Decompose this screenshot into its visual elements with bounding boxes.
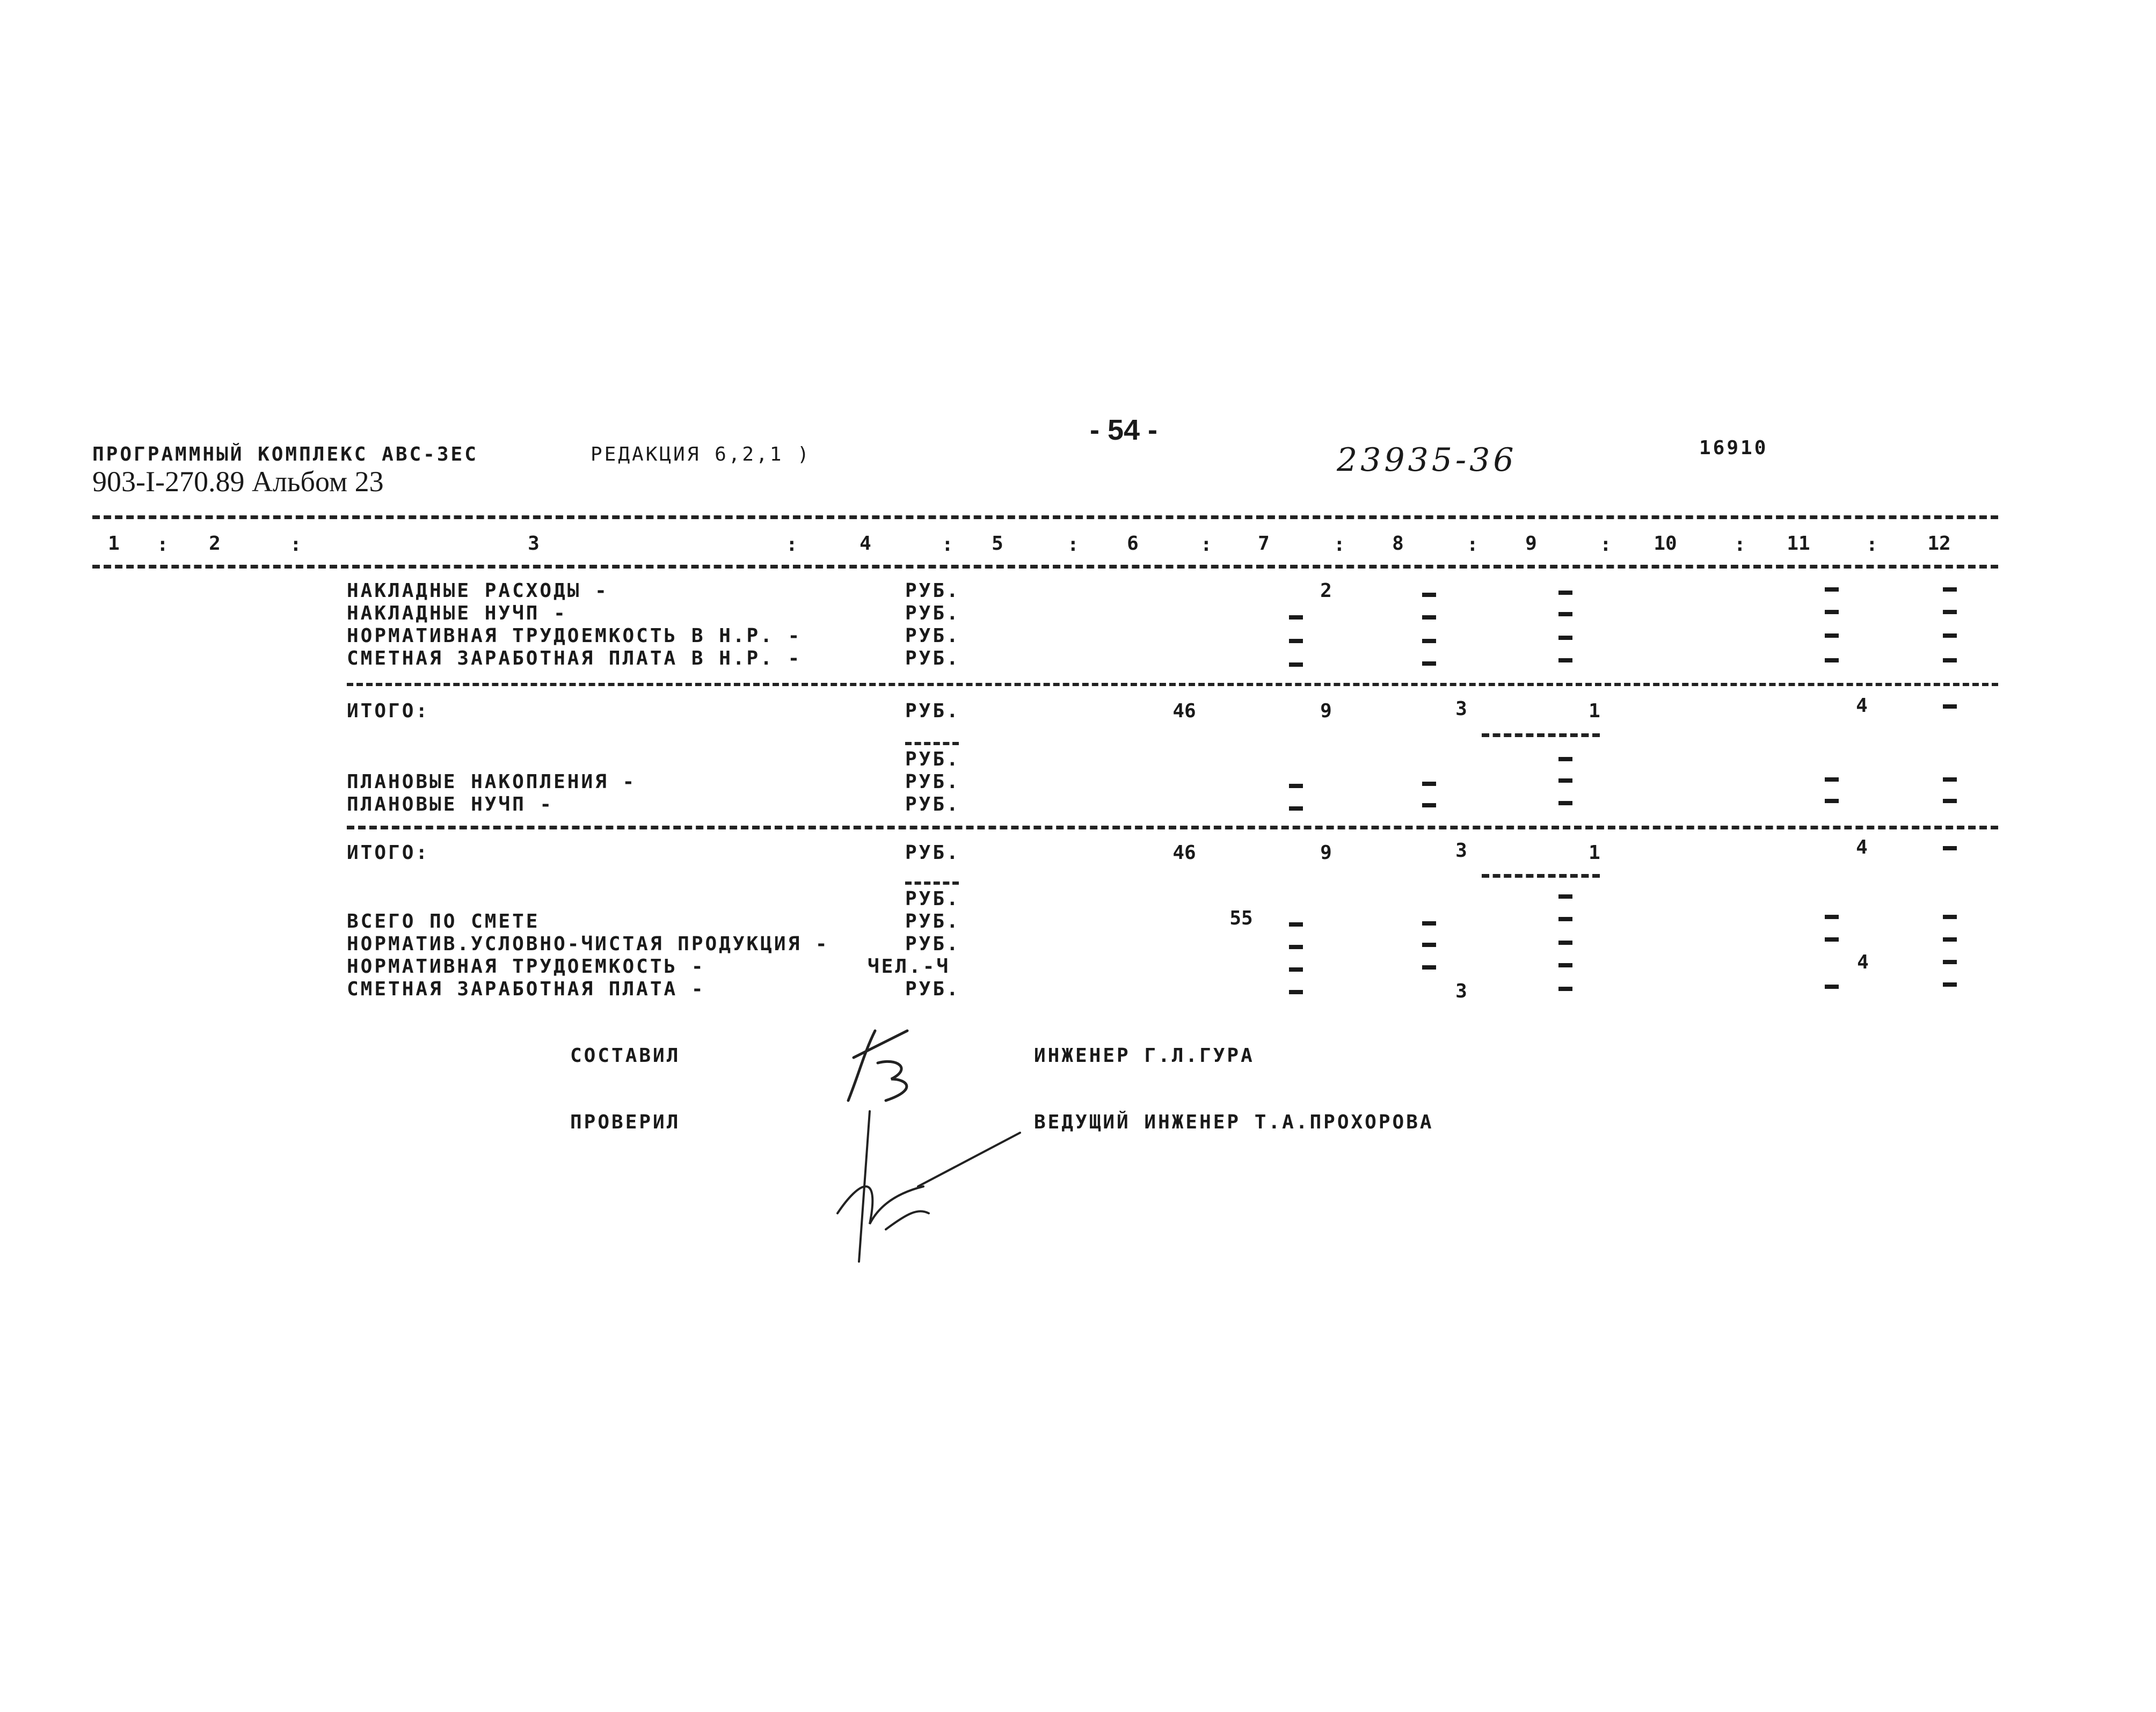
row-label: НАКЛАДНЫЕ РАСХОДЫ - (347, 580, 609, 602)
dash-mark (1289, 990, 1303, 994)
row-unit: РУБ. (905, 793, 960, 815)
dash-mark (1422, 965, 1436, 970)
dash-mark (1289, 806, 1303, 811)
checked-label: ПРОВЕРИЛ (570, 1111, 681, 1133)
column-number: 2 (209, 533, 221, 555)
row-unit: РУБ. (905, 580, 960, 602)
value-cell: 46 (1172, 842, 1196, 864)
dash-mark (1558, 801, 1572, 805)
unit-rule (905, 882, 959, 885)
signature-checked (827, 1106, 1031, 1267)
dash-mark (1943, 846, 1957, 850)
header-rule-top (92, 515, 1998, 519)
dash-mark (1422, 639, 1436, 643)
dash-mark (1289, 922, 1303, 927)
dash-mark (1825, 799, 1839, 803)
column-number: 4 (860, 533, 871, 555)
dash-mark (1943, 633, 1957, 638)
row-label: СМЕТНАЯ ЗАРАБОТНАЯ ПЛАТА - (347, 978, 705, 1000)
dash-mark (1943, 960, 1957, 964)
compiled-label: СОСТАВИЛ (570, 1045, 681, 1067)
dash-mark (1943, 799, 1957, 803)
column-number: 8 (1392, 533, 1404, 555)
dash-mark (1943, 915, 1957, 919)
dash-mark (1289, 662, 1303, 667)
value-cell: 1 (1589, 842, 1600, 864)
dash-mark (1289, 945, 1303, 949)
edition-label: РЕДАКЦИЯ 6,2,1 ) (591, 443, 811, 465)
header-rule-bottom (92, 565, 1998, 569)
checked-name: ВЕДУЩИЙ ИНЖЕНЕР Т.А.ПРОХОРОВА (1034, 1111, 1434, 1133)
dash-mark (1422, 661, 1436, 666)
row-unit: РУБ. (905, 910, 960, 933)
value-cell: 3 (1455, 840, 1467, 862)
value-cell: 4 (1856, 695, 1868, 717)
row-unit: ЧЕЛ.-Ч (868, 956, 951, 978)
dash-mark (1825, 985, 1839, 989)
dash-mark (1289, 967, 1303, 972)
dash-mark (1825, 915, 1839, 919)
row-unit: РУБ. (905, 625, 960, 647)
row-unit: РУБ. (905, 888, 960, 910)
row-label: СМЕТНАЯ ЗАРАБОТНАЯ ПЛАТА В Н.Р. - (347, 647, 802, 669)
unit-rule (905, 742, 959, 745)
row-unit: РУБ. (905, 602, 960, 624)
column-number: 6 (1127, 533, 1139, 555)
value-cell: 4 (1856, 836, 1868, 858)
dash-mark (1558, 963, 1572, 967)
dash-mark (1422, 943, 1436, 947)
dash-mark (1289, 639, 1303, 643)
value-cell: 9 (1320, 842, 1332, 864)
dash-mark (1943, 587, 1957, 592)
row-unit: РУБ. (905, 978, 960, 1000)
dash-mark (1943, 658, 1957, 662)
row-label: НОРМАТИВНАЯ ТРУДОЕМКОСТЬ В Н.Р. - (347, 625, 802, 647)
dash-mark (1422, 593, 1436, 597)
dash-mark (1422, 782, 1436, 786)
page-number: - 54 - (1090, 414, 1158, 446)
total-label: ИТОГО: (347, 842, 430, 864)
program-title: ПРОГРАММНЫЙ КОМПЛЕКС АВС-ЗЕС (92, 443, 478, 465)
row-unit: РУБ. (905, 933, 960, 955)
dash-mark (1558, 941, 1572, 945)
dash-mark (1558, 612, 1572, 616)
compiled-name: ИНЖЕНЕР Г.Л.ГУРА (1034, 1045, 1255, 1067)
signature-compiled (827, 1020, 934, 1106)
value-cell: 4 (1857, 951, 1869, 973)
column-number: 3 (528, 533, 540, 555)
total-label: ИТОГО: (347, 700, 430, 722)
subtotal-rule (1482, 874, 1600, 878)
row-label: ПЛАНОВЫЕ НАКОПЛЕНИЯ - (347, 771, 637, 793)
document-number: 16910 (1699, 437, 1768, 459)
dash-mark (1558, 917, 1572, 921)
section-rule (347, 683, 1998, 686)
dash-mark (1558, 658, 1572, 662)
row-label: НОРМАТИВНАЯ ТРУДОЕМКОСТЬ - (347, 956, 705, 978)
column-number: 5 (992, 533, 1003, 555)
row-unit: РУБ. (905, 771, 960, 793)
row-label: НОРМАТИВ.УСЛОВНО-ЧИСТАЯ ПРОДУКЦИЯ - (347, 933, 829, 955)
album-reference: 903-I-270.89 Альбом 23 (92, 465, 384, 498)
dash-mark (1825, 777, 1839, 782)
document-code: 23935-36 (1337, 441, 1517, 479)
dash-mark (1825, 633, 1839, 638)
value-cell: 2 (1320, 580, 1332, 602)
value-cell: 3 (1455, 980, 1467, 1002)
dash-mark (1558, 757, 1572, 761)
row-label: ВСЕГО ПО СМЕТЕ (347, 910, 540, 933)
dash-mark (1943, 937, 1957, 942)
column-number: 12 (1927, 533, 1951, 555)
value-cell: 46 (1172, 700, 1196, 722)
subtotal-rule (1482, 733, 1600, 737)
dash-mark (1422, 615, 1436, 620)
value-cell: 3 (1455, 698, 1467, 720)
dash-mark (1825, 937, 1839, 942)
dash-mark (1422, 921, 1436, 926)
dash-mark (1825, 610, 1839, 614)
value-cell: 1 (1589, 700, 1600, 722)
dash-mark (1825, 658, 1839, 662)
dash-mark (1943, 777, 1957, 782)
total-unit: РУБ. (905, 700, 960, 722)
row-unit: РУБ. (905, 647, 960, 669)
dash-mark (1422, 803, 1436, 807)
dash-mark (1943, 982, 1957, 987)
dash-mark (1558, 778, 1572, 783)
dash-mark (1289, 784, 1303, 788)
column-number: 9 (1525, 533, 1537, 555)
dash-mark (1558, 636, 1572, 640)
value-cell: 55 (1229, 907, 1253, 929)
dash-mark (1558, 894, 1572, 899)
column-number: 7 (1258, 533, 1270, 555)
dash-mark (1943, 704, 1957, 709)
total-unit: РУБ. (905, 842, 960, 864)
section-rule (347, 826, 1998, 829)
dash-mark (1558, 987, 1572, 991)
dash-mark (1289, 615, 1303, 620)
dash-mark (1558, 591, 1572, 595)
column-number: 11 (1787, 533, 1810, 555)
row-unit: РУБ. (905, 748, 960, 770)
row-label: ПЛАНОВЫЕ НУЧП - (347, 793, 554, 815)
column-number: 1 (108, 533, 120, 555)
row-label: НАКЛАДНЫЕ НУЧП - (347, 602, 567, 624)
dash-mark (1825, 587, 1839, 592)
value-cell: 9 (1320, 700, 1332, 722)
column-number: 10 (1654, 533, 1677, 555)
dash-mark (1943, 610, 1957, 614)
